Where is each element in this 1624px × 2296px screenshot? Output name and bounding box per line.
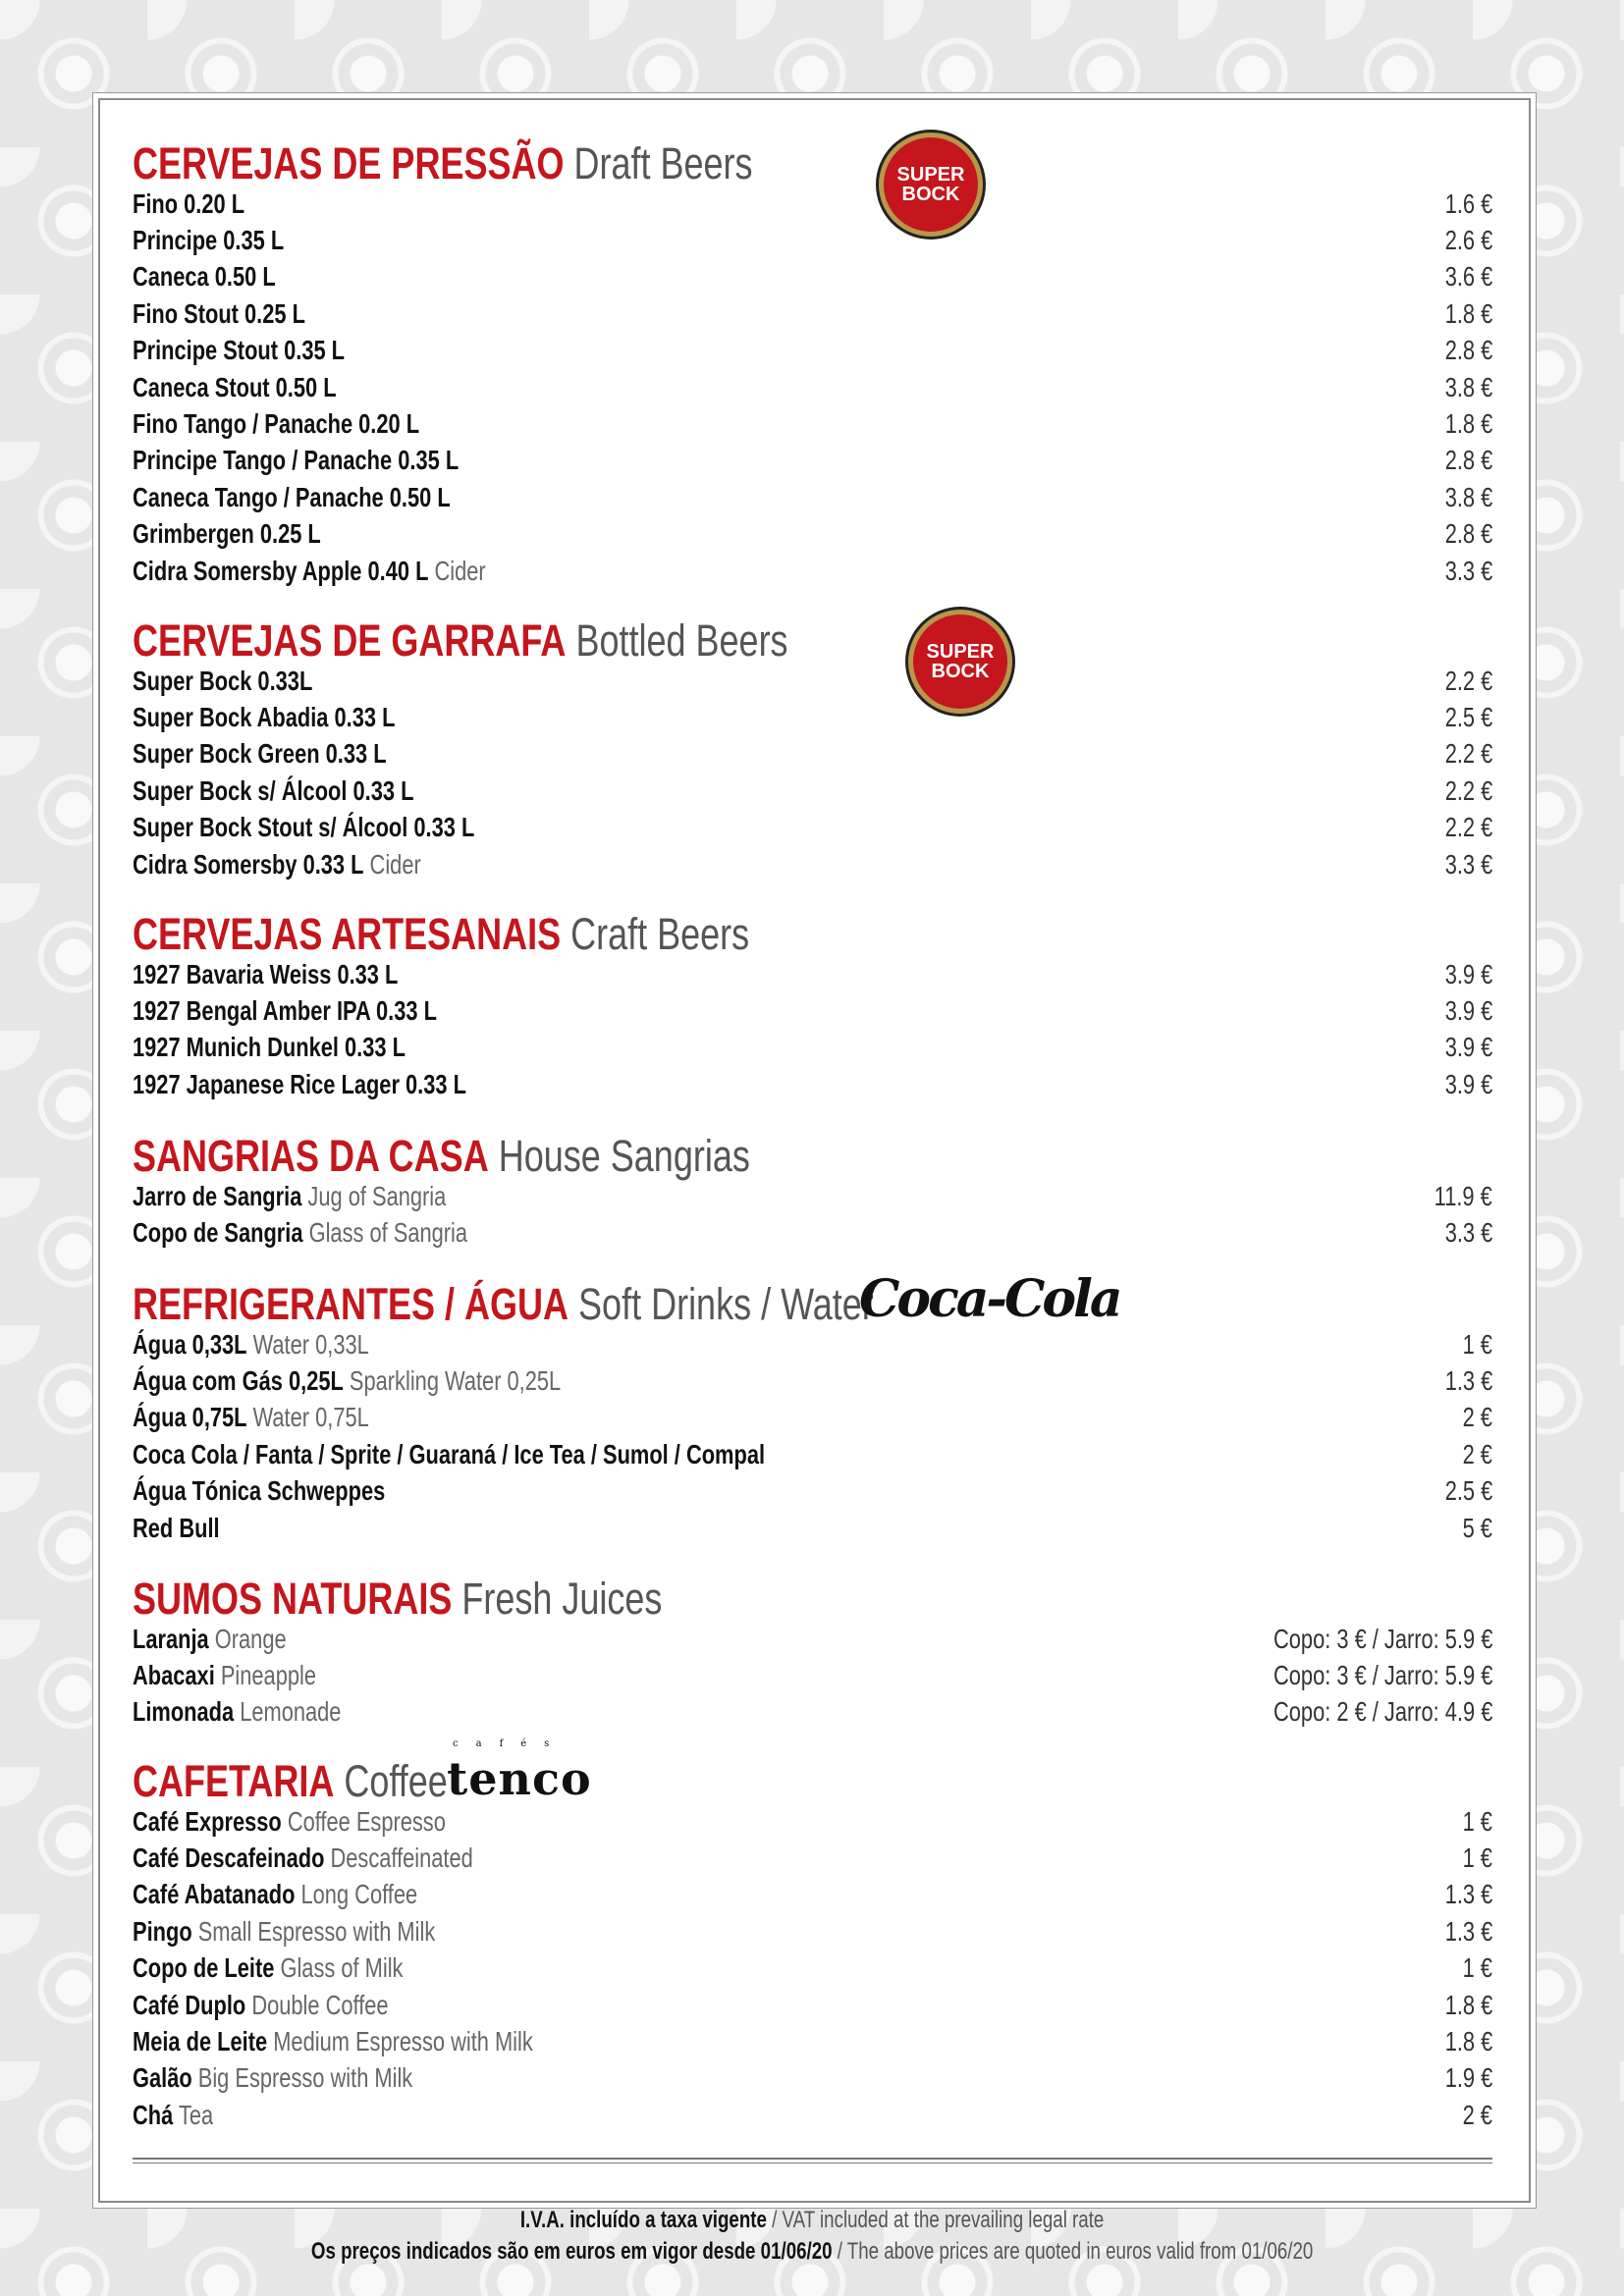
menu-item xyxy=(133,1950,1492,1987)
item-price: 1 € xyxy=(1462,1842,1492,1874)
item-name: Red Bull xyxy=(133,1512,220,1543)
super-bock-logo: SUPER BOCK xyxy=(908,610,1012,714)
menu-item xyxy=(133,405,1492,442)
item-price: 2 € xyxy=(1462,2099,1492,2130)
item-price: 3.8 € xyxy=(1444,481,1492,512)
item-price: 1.3 € xyxy=(1444,1365,1492,1397)
item-name: Super Bock Green 0.33 L xyxy=(133,738,387,770)
item-price: 1.8 € xyxy=(1444,297,1492,329)
menu-item xyxy=(133,259,1492,295)
section-header xyxy=(133,909,1492,959)
coca-cola-logo: Coca-Cola xyxy=(859,1269,1120,1329)
item-english: Sparkling Water 0,25L xyxy=(349,1365,562,1397)
item-name: Café Expresso xyxy=(133,1805,282,1837)
section-header xyxy=(133,1738,1492,1806)
item-name: 1927 Munich Dunkel 0.33 L xyxy=(133,1032,406,1063)
menu-item xyxy=(133,846,1492,882)
item-price: 2.8 € xyxy=(1444,518,1492,550)
item-english: Cider xyxy=(434,555,486,586)
divider xyxy=(133,2158,1492,2163)
item-price: 1.9 € xyxy=(1444,2062,1492,2094)
section-title-pt: SANGRIAS DA CASA xyxy=(133,1131,489,1181)
menu-item xyxy=(133,699,1492,735)
section-title-pt: CERVEJAS DE PRESSÃO xyxy=(133,138,565,188)
item-name: Super Bock Abadia 0.33 L xyxy=(133,702,396,733)
menu-item xyxy=(133,1326,1492,1362)
section-title-pt: CAFETARIA xyxy=(133,1756,335,1806)
menu-item xyxy=(133,1214,1492,1251)
item-price: 11.9 € xyxy=(1434,1180,1492,1211)
item-english: Descaffeinated xyxy=(330,1842,473,1874)
footer-vat-pt: I.V.A. incluído a taxa vigente xyxy=(519,2207,767,2233)
menu-item xyxy=(133,1803,1492,1840)
menu-section xyxy=(133,1269,1492,1546)
item-price: 1 € xyxy=(1462,1952,1492,1984)
item-price: Copo: 3 € / Jarro: 5.9 € xyxy=(1272,1623,1492,1654)
menu-item xyxy=(133,736,1492,773)
menu-section xyxy=(133,909,1492,1103)
item-name: Cidra Somersby Apple 0.40 L xyxy=(133,555,429,586)
item-english: Water 0,33L xyxy=(252,1328,369,1360)
item-price: 1 € xyxy=(1462,1805,1492,1837)
item-price: 2 € xyxy=(1462,1438,1492,1469)
item-name: Super Bock Stout s/ Álcool 0.33 L xyxy=(133,812,475,843)
item-name: Fino 0.20 L xyxy=(133,187,245,219)
item-price: 2.2 € xyxy=(1444,738,1492,770)
menu-item xyxy=(133,1657,1492,1693)
menu-item xyxy=(133,1400,1492,1436)
item-price: 3.3 € xyxy=(1444,555,1492,586)
item-price: 5 € xyxy=(1462,1512,1492,1543)
menu-item xyxy=(133,1694,1492,1731)
item-english: Medium Espresso with Milk xyxy=(273,2026,533,2057)
item-price: 1 € xyxy=(1462,1328,1492,1360)
menu-section xyxy=(133,138,1492,589)
section-title-en: Bottled Beers xyxy=(575,615,788,666)
item-name: Pingo xyxy=(133,1915,192,1947)
item-name: Copo de Leite xyxy=(133,1952,275,1984)
item-price: 3.9 € xyxy=(1444,995,1492,1027)
footer-vat-en: / VAT included at the prevailing legal rate xyxy=(772,2207,1105,2233)
item-price: 3.3 € xyxy=(1444,1217,1492,1249)
item-name: Grimbergen 0.25 L xyxy=(133,518,321,550)
menu-item xyxy=(133,443,1492,479)
section-title-en: Coffee xyxy=(344,1756,448,1806)
menu-item xyxy=(133,956,1492,992)
menu-item xyxy=(133,773,1492,809)
item-name: Galão xyxy=(133,2062,192,2094)
item-name: 1927 Bengal Amber IPA 0.33 L xyxy=(133,995,437,1027)
item-price: 1.3 € xyxy=(1444,1879,1492,1910)
menu-item xyxy=(133,1877,1492,1913)
menu-item xyxy=(133,1473,1492,1510)
menu-item xyxy=(133,1066,1492,1102)
item-name: Caneca 0.50 L xyxy=(133,261,276,293)
item-price: Copo: 3 € / Jarro: 5.9 € xyxy=(1272,1660,1492,1691)
menu-item xyxy=(133,1621,1492,1657)
item-name: Chá xyxy=(133,2099,174,2130)
menu-item xyxy=(133,222,1492,258)
item-name: Caneca Tango / Panache 0.50 L xyxy=(133,481,451,512)
footer-prices-pt: Os preços indicados são em euros em vigor desde 01/06/20 xyxy=(310,2238,833,2265)
item-name: Água 0,33L xyxy=(133,1328,247,1360)
item-price: 2.2 € xyxy=(1444,665,1492,696)
section-title-pt: SUMOS NATURAIS xyxy=(133,1574,453,1624)
menu-item xyxy=(133,2060,1492,2097)
footer-vat xyxy=(0,2207,1624,2234)
item-name: Fino Tango / Panache 0.20 L xyxy=(133,408,420,440)
item-name: Café Descafeinado xyxy=(133,1842,325,1874)
menu-item xyxy=(133,369,1492,405)
item-price: 1.8 € xyxy=(1444,2026,1492,2057)
item-price: 3.9 € xyxy=(1444,958,1492,989)
super-bock-logo: SUPER BOCK xyxy=(879,133,983,237)
item-name: Laranja xyxy=(133,1623,209,1654)
item-name: Principe Stout 0.35 L xyxy=(133,335,346,366)
menu-item xyxy=(133,479,1492,515)
item-price: 1.3 € xyxy=(1444,1915,1492,1947)
item-english: Coffee Espresso xyxy=(287,1805,446,1837)
menu-item xyxy=(133,1987,1492,2023)
item-price: 2.5 € xyxy=(1444,1475,1492,1507)
item-price: 2.2 € xyxy=(1444,774,1492,806)
item-name: Fino Stout 0.25 L xyxy=(133,297,305,329)
item-name: Meia de Leite xyxy=(133,2026,268,2057)
item-price: 3.9 € xyxy=(1444,1032,1492,1063)
section-title-en: House Sangrias xyxy=(498,1131,750,1181)
item-name: Água Tónica Schweppes xyxy=(133,1475,386,1507)
menu-section xyxy=(133,1738,1492,2134)
section-title-pt: CERVEJAS DE GARRAFA xyxy=(133,615,567,666)
footer-prices-en: / The above prices are quoted in euros valid from 01/06/20 xyxy=(837,2238,1314,2265)
item-name: 1927 Bavaria Weiss 0.33 L xyxy=(133,958,399,989)
section-title-pt: REFRIGERANTES / ÁGUA xyxy=(133,1279,569,1329)
menu-section xyxy=(133,1131,1492,1252)
menu-item xyxy=(133,1840,1492,1876)
item-price: 1.8 € xyxy=(1444,1989,1492,2020)
menu-item xyxy=(133,810,1492,846)
item-price: 2.5 € xyxy=(1444,702,1492,733)
item-english: Cider xyxy=(369,848,421,880)
item-english: Long Coffee xyxy=(300,1879,418,1910)
item-price: 2.2 € xyxy=(1444,812,1492,843)
menu-item xyxy=(133,1178,1492,1214)
item-name: Copo de Sangria xyxy=(133,1217,303,1249)
footer-prices xyxy=(0,2238,1624,2266)
tenco-logo: cafés tenco xyxy=(447,1738,592,1805)
item-price: 1.8 € xyxy=(1444,408,1492,440)
section-header xyxy=(133,1269,1492,1329)
section-title-en: Craft Beers xyxy=(570,909,750,959)
menu-item xyxy=(133,333,1492,369)
section-header xyxy=(133,1574,1492,1624)
item-price: 2.8 € xyxy=(1444,445,1492,476)
item-name: Cidra Somersby 0.33 L xyxy=(133,848,364,880)
item-name: Abacaxi xyxy=(133,1660,215,1691)
item-price: 2.8 € xyxy=(1444,335,1492,366)
section-title-pt: CERVEJAS ARTESANAIS xyxy=(133,909,562,959)
item-name: Água com Gás 0,25L xyxy=(133,1365,344,1397)
item-price: 2 € xyxy=(1462,1402,1492,1433)
item-name: Coca Cola / Fanta / Sprite / Guaraná / Ice Tea / Sumol / Compal xyxy=(133,1438,766,1469)
item-name: Jarro de Sangria xyxy=(133,1180,302,1211)
item-price: 3.9 € xyxy=(1444,1068,1492,1099)
menu-item xyxy=(133,2023,1492,2059)
section-title-en: Draft Beers xyxy=(573,138,753,188)
item-price: 1.6 € xyxy=(1444,187,1492,219)
menu-item xyxy=(133,663,1492,699)
item-price: 3.6 € xyxy=(1444,261,1492,293)
menu-item xyxy=(133,295,1492,332)
item-english: Orange xyxy=(214,1623,287,1654)
item-english: Glass of Sangria xyxy=(308,1217,468,1249)
item-english: Pineapple xyxy=(220,1660,317,1691)
menu-item xyxy=(133,186,1492,222)
menu-item xyxy=(133,553,1492,589)
section-title-en: Fresh Juices xyxy=(461,1574,663,1624)
menu-section xyxy=(133,1574,1492,1731)
menu-item xyxy=(133,1030,1492,1066)
item-name: Principe 0.35 L xyxy=(133,225,285,256)
item-name: 1927 Japanese Rice Lager 0.33 L xyxy=(133,1068,466,1099)
item-english: Jug of Sangria xyxy=(307,1180,447,1211)
item-price: 3.3 € xyxy=(1444,848,1492,880)
item-name: Café Duplo xyxy=(133,1989,246,2020)
item-price: Copo: 2 € / Jarro: 4.9 € xyxy=(1272,1696,1492,1728)
menu-item xyxy=(133,1913,1492,1949)
item-english: Big Espresso with Milk xyxy=(197,2062,413,2094)
menu-section xyxy=(133,615,1492,882)
section-title-en: Soft Drinks / Water xyxy=(578,1279,874,1329)
menu-item xyxy=(133,2097,1492,2133)
menu-item xyxy=(133,516,1492,553)
item-english: Lemonade xyxy=(240,1696,342,1728)
item-name: Super Bock 0.33L xyxy=(133,665,313,696)
item-english: Glass of Milk xyxy=(280,1952,404,1984)
menu-item xyxy=(133,1362,1492,1399)
item-name: Água 0,75L xyxy=(133,1402,247,1433)
section-header xyxy=(133,1131,1492,1181)
item-name: Limonada xyxy=(133,1696,235,1728)
item-price: 2.6 € xyxy=(1444,225,1492,256)
menu-item xyxy=(133,992,1492,1029)
item-english: Double Coffee xyxy=(251,1989,389,2020)
item-name: Café Abatanado xyxy=(133,1879,296,1910)
item-name: Super Bock s/ Álcool 0.33 L xyxy=(133,774,414,806)
menu-item xyxy=(133,1436,1492,1472)
item-english: Water 0,75L xyxy=(252,1402,369,1433)
item-english: Small Espresso with Milk xyxy=(197,1915,436,1947)
item-name: Principe Tango / Panache 0.35 L xyxy=(133,445,460,476)
menu-item xyxy=(133,1510,1492,1546)
item-english: Tea xyxy=(178,2099,214,2130)
item-name: Caneca Stout 0.50 L xyxy=(133,371,337,402)
item-price: 3.8 € xyxy=(1444,371,1492,402)
